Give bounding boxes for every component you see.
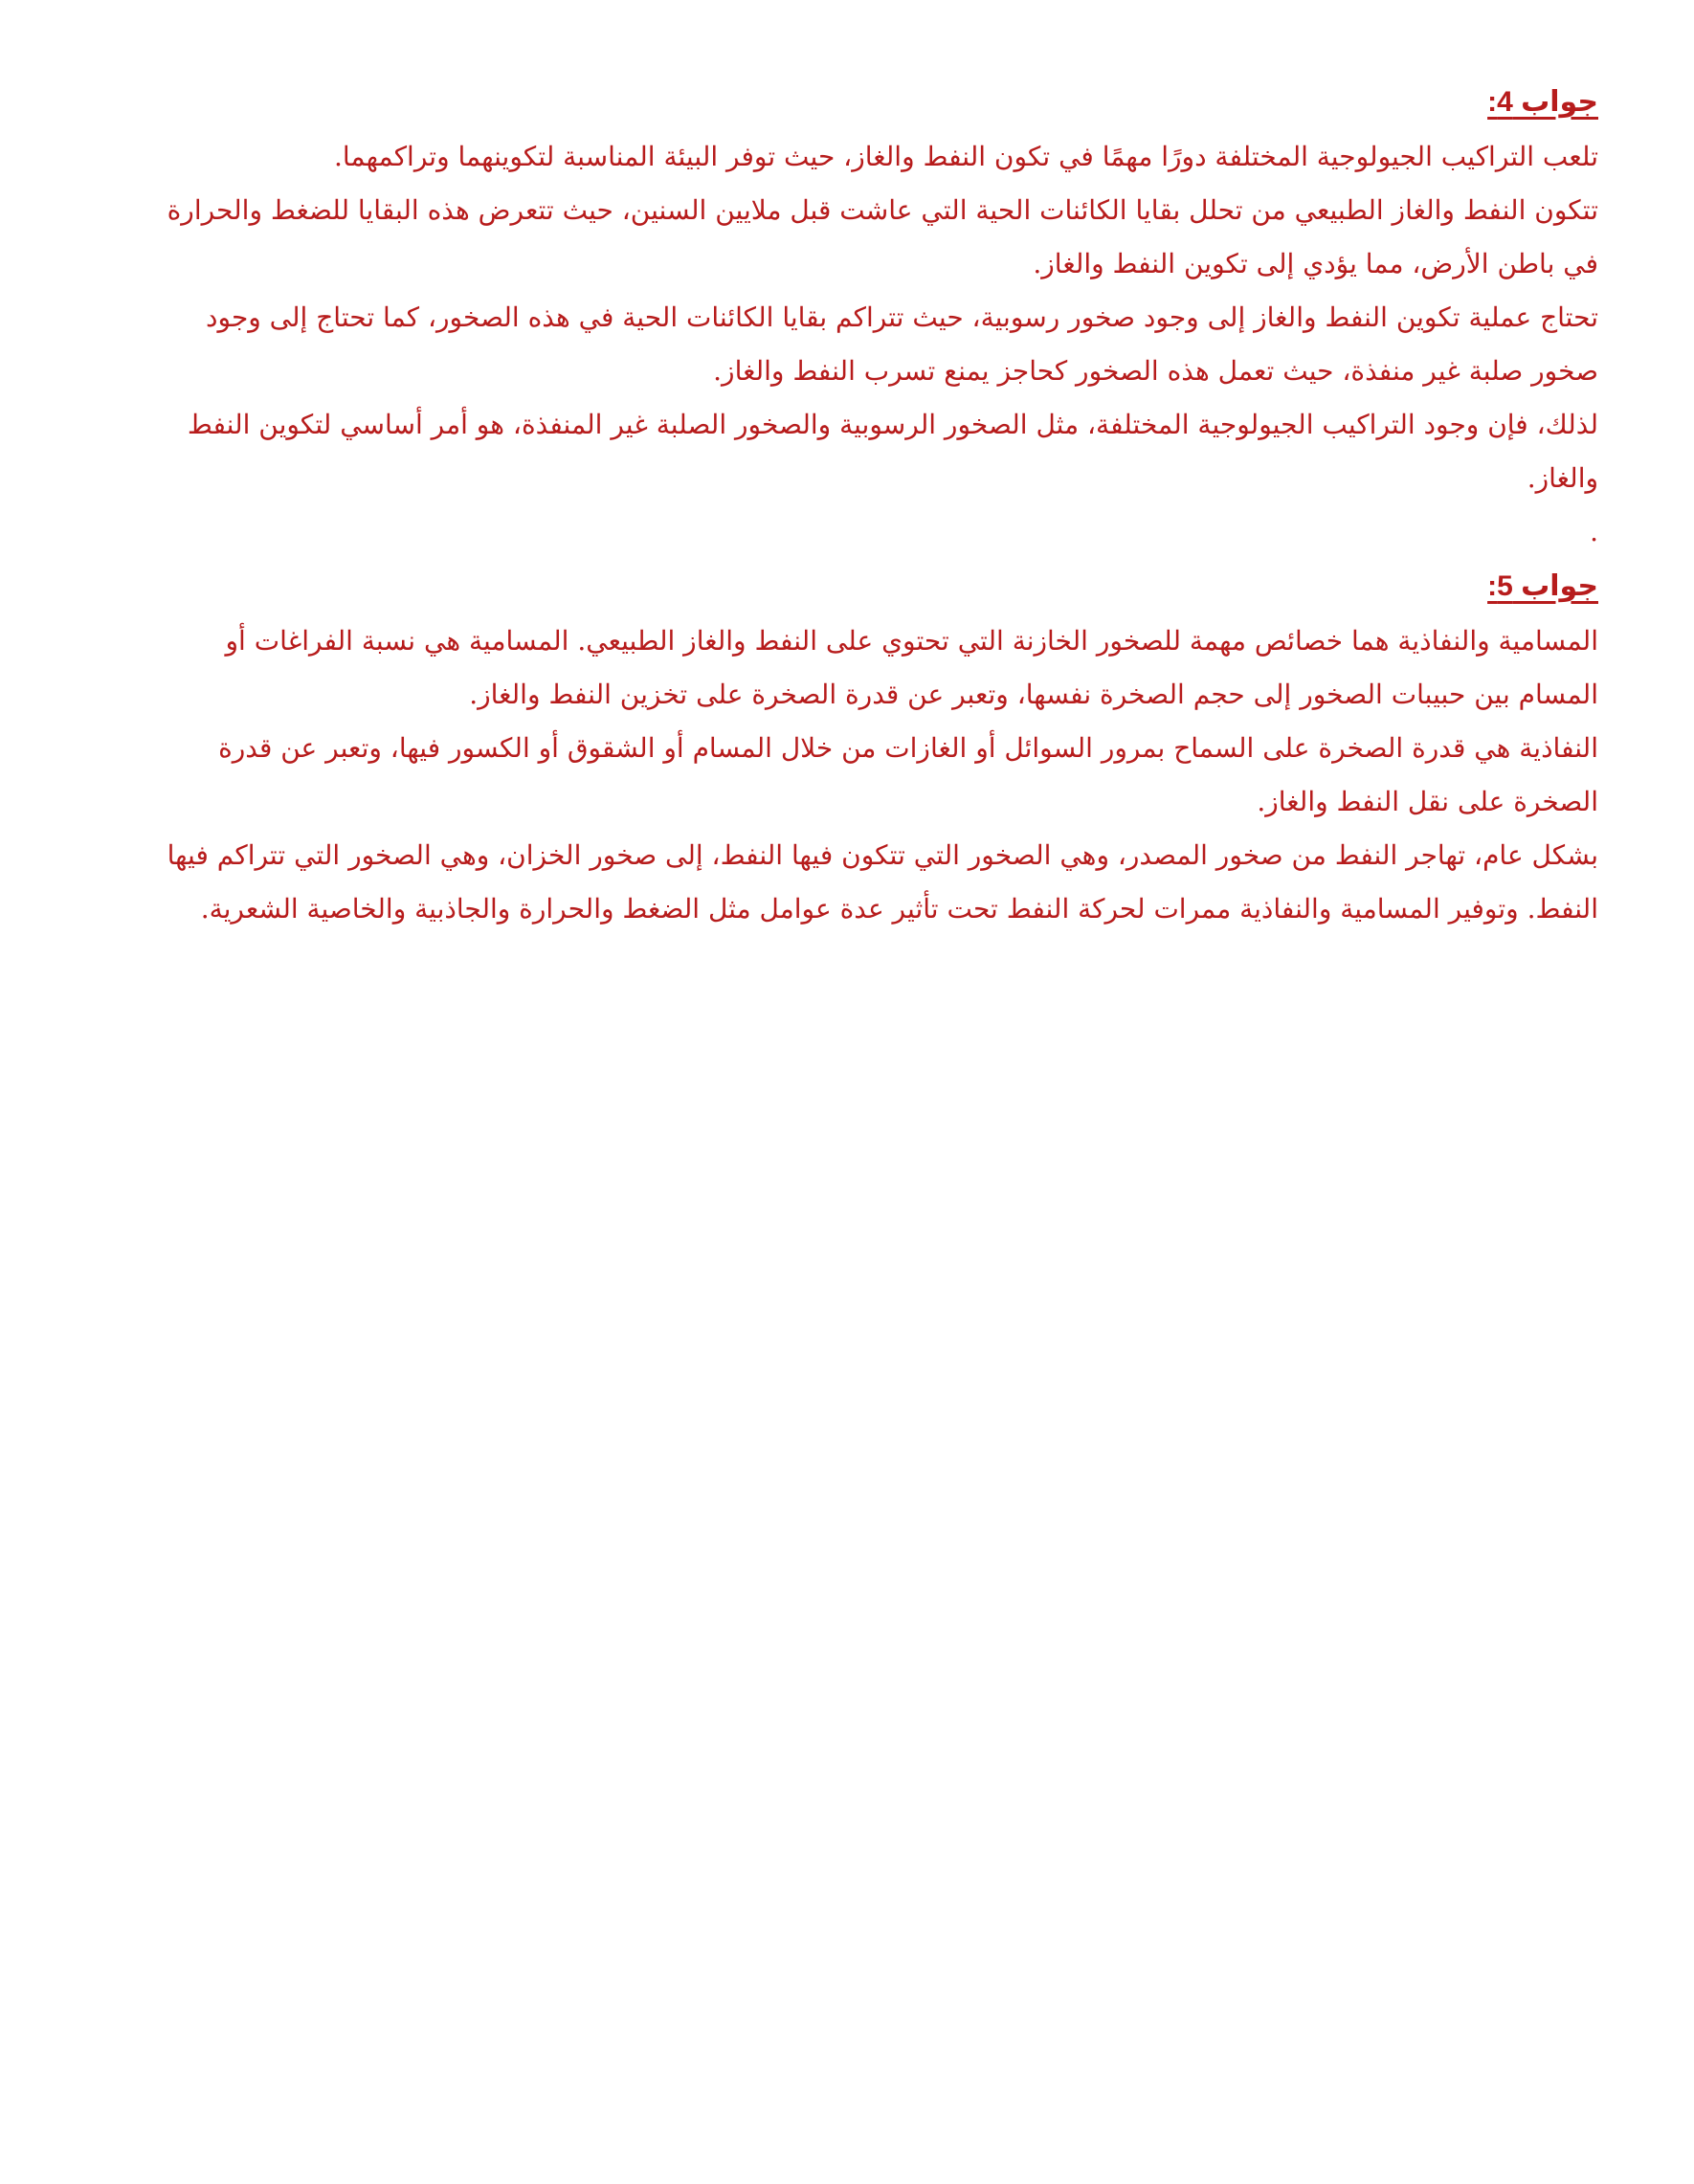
answer-5-section [144,559,1598,936]
document-page [144,75,1598,936]
answer-4-heading: جواب 4: [1487,86,1598,118]
answer-5-paragraph-1: المسامية والنفاذية هما خصائص مهمة للصخور الخازنة التي تحتوي على النفط والغاز الطبيعي. المسامية هي نسبة الفراغات أو المسام بين حبيبات الصخور إلى حجم الصخرة نفسها، وتعبر عن قدرة الصخرة على تخزين النفط والغاز. [225,625,1598,710]
answer-5-paragraph-2: النفاذية هي قدرة الصخرة على السماح بمرور السوائل أو الغازات من خلال المسام أو الشقوق أو الكسور فيها، وتعبر عن قدرة الصخرة على نقل النفط والغاز. [218,732,1598,817]
answer-5-heading: جواب 5: [1487,570,1598,602]
answer-5-paragraph-3: بشكل عام، تهاجر النفط من صخور المصدر، وهي الصخور التي تتكون فيها النفط، إلى صخور الخزان، وهي الصخور التي تتراكم فيها النفط. وتوفير المسامية والنفاذية ممرات لحركة النفط تحت تأثير عدة عوامل مثل الضغط والحرارة والجاذبية والخاصية الشعرية. [167,839,1598,925]
answer-4-paragraph-4: لذلك، فإن وجود التراكيب الجيولوجية المختلفة، مثل الصخور الرسوبية والصخور الصلبة غير المنفذة، هو أمر أساسي لتكوين النفط والغاز. [187,409,1598,494]
answer-4-paragraph-2: تتكون النفط والغاز الطبيعي من تحلل بقايا الكائنات الحية التي عاشت قبل ملايين السنين، حيث تتعرض هذه البقايا للضغط والحرارة في باطن الأرض، مما يؤدي إلى تكوين النفط والغاز. [167,194,1598,279]
answer-4-section [144,75,1598,559]
answer-4-trailing-mark: . [1590,516,1598,547]
answer-4-paragraph-3: تحتاج عملية تكوين النفط والغاز إلى وجود صخور رسوبية، حيث تتراكم بقايا الكائنات الحية في هذه الصخور، كما تحتاج إلى وجود صخور صلبة غير منفذة، حيث تعمل هذه الصخور كحاجز يمنع تسرب النفط والغاز. [206,301,1598,387]
answer-4-paragraph-1: تلعب التراكيب الجيولوجية المختلفة دورًا مهمًا في تكون النفط والغاز، حيث توفر البيئة المناسبة لتكوينهما وتراكمهما. [334,141,1598,172]
